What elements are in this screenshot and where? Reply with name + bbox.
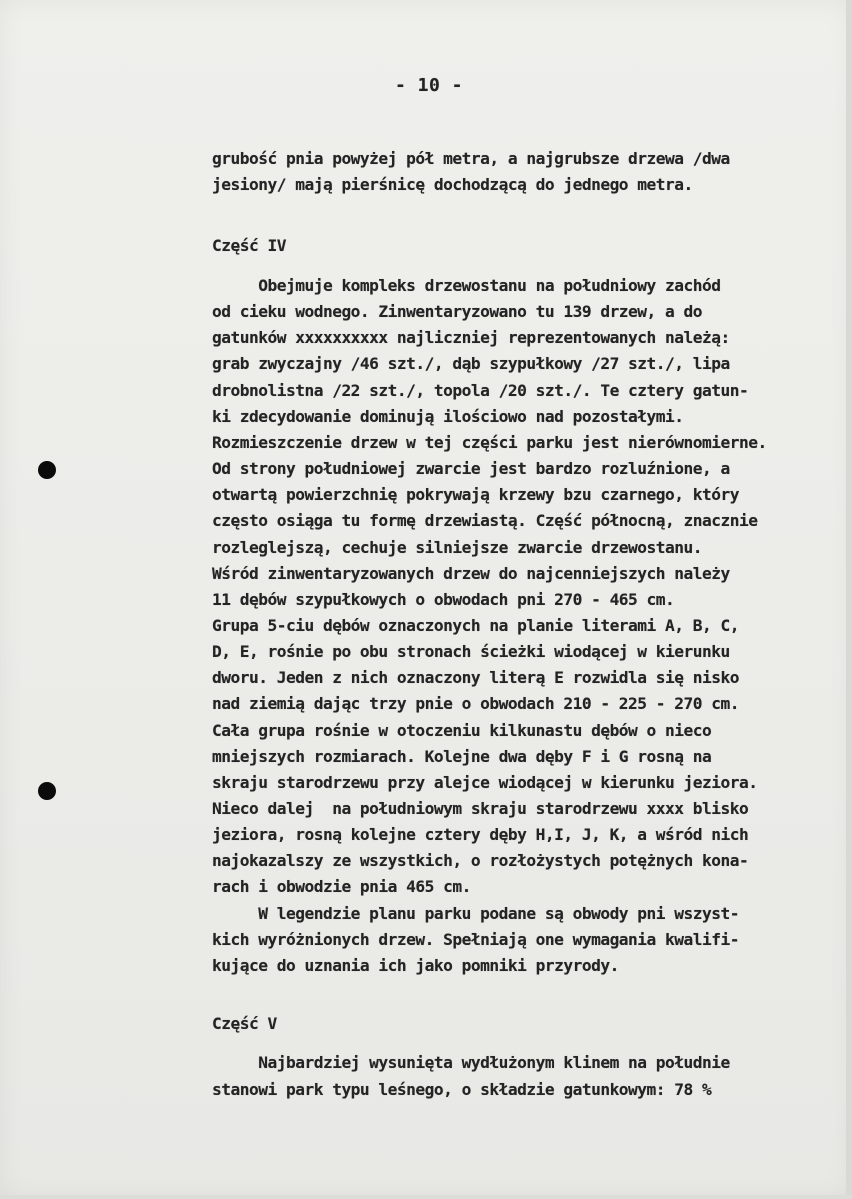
intro-line: grubość pnia powyżej pół metra, a najgrubsze drzewa /dwa [212,149,730,168]
section-iv-line: często osiąga tu formę drzewiastą. Część północną, znacznie [212,511,758,531]
section-iv-line: Rozmieszczenie drzew w tej części parku jest nierównomierne. [212,432,767,452]
section-iv-line: mniejszych rozmiarach. Kolejne dwa dęby F i G rosną na [212,746,712,766]
section-iv-line: kich wyróżnionych drzew. Spełniają one wymagania kwalifi- [212,929,740,949]
section-iv-line: rozleglejszą, cechuje silniejsze zwarcie drzewostanu. [212,537,703,557]
section-iv-line: kujące do uznania ich jako pomniki przyrody. [212,955,619,975]
section-iv-line: 11 dębów szypułkowych o obwodach pni 270 - 465 cm. [212,589,675,609]
section-iv-line: Nieco dalej na południowym skraju starodrzewu xxxx blisko [212,799,749,818]
section-iv-line: Obejmuje kompleks drzewostanu na południowy zachód [212,276,721,295]
section-iv-line: W legendzie planu parku podane są obwody pni wszyst- [212,903,740,923]
section-iv-line: otwartą powierzchnię pokrywają krzewy bzu czarnego, który [212,485,740,505]
section-iv-line: Wśród zinwentaryzowanych drzew do najcenniejszych należy [212,563,730,583]
section-iv-line: skraju starodrzewu przy alejce wiodącej w kierunku jeziora. [212,772,758,792]
section-iv-line: Grupa 5-ciu dębów oznaczonych na planie literami A, B, C, [212,616,740,635]
section-heading-v: Część V [212,1014,277,1033]
punch-hole-upper [38,461,56,479]
page-edge-right [846,0,852,1199]
section-iv-line: Od strony południowej zwarcie jest bardzo rozluźnione, a [212,459,730,478]
page-number: - 10 - [395,75,464,96]
section-iv-line: jeziora, rosną kolejne cztery dęby H,I, J, K, a wśród nich [212,825,749,845]
page-edge-bottom [0,1195,852,1199]
section-iv-line: nad ziemią dając trzy pnie o obwodach 210 - 225 - 270 cm. [212,694,740,714]
intro-line: jesiony/ mają pierśnicę dochodzącą do jednego metra. [212,175,693,194]
section-iv-line: rach i obwodzie pnia 465 cm. [212,877,471,897]
section-iv-line: od cieku wodnego. Zinwentaryzowano tu 139 drzew, a do [212,302,703,322]
section-iv-line: dworu. Jeden z nich oznaczony literą E rozwidla się nisko [212,668,740,688]
section-heading-iv: Część IV [212,236,286,255]
punch-hole-lower [38,782,56,800]
section-iv-line: D, E, rośnie po obu stronach ścieżki wiodącej w kierunku [212,642,730,662]
section-iv-line: gatunków xxxxxxxxxx najliczniej reprezentowanych należą: [212,328,730,348]
section-iv-line: ki zdecydowanie dominują ilościowo nad pozostałymi. [212,406,684,426]
section-iv-line: Cała grupa rośnie w otoczeniu kilkunastu dębów o nieco [212,720,712,740]
section-iv-line: drobnolistna /22 szt./, topola /20 szt./. Te cztery gatun- [212,380,749,400]
section-v-line: stanowi park typu leśnego, o składzie gatunkowym: 78 % [212,1080,712,1099]
section-v-line: Najbardziej wysunięta wydłużonym klinem na południe [212,1053,730,1072]
section-iv-line: grab zwyczajny /46 szt./, dąb szypułkowy /27 szt./, lipa [212,354,730,374]
section-iv-line: najokazalszy ze wszystkich, o rozłożystych potężnych kona- [212,851,749,871]
